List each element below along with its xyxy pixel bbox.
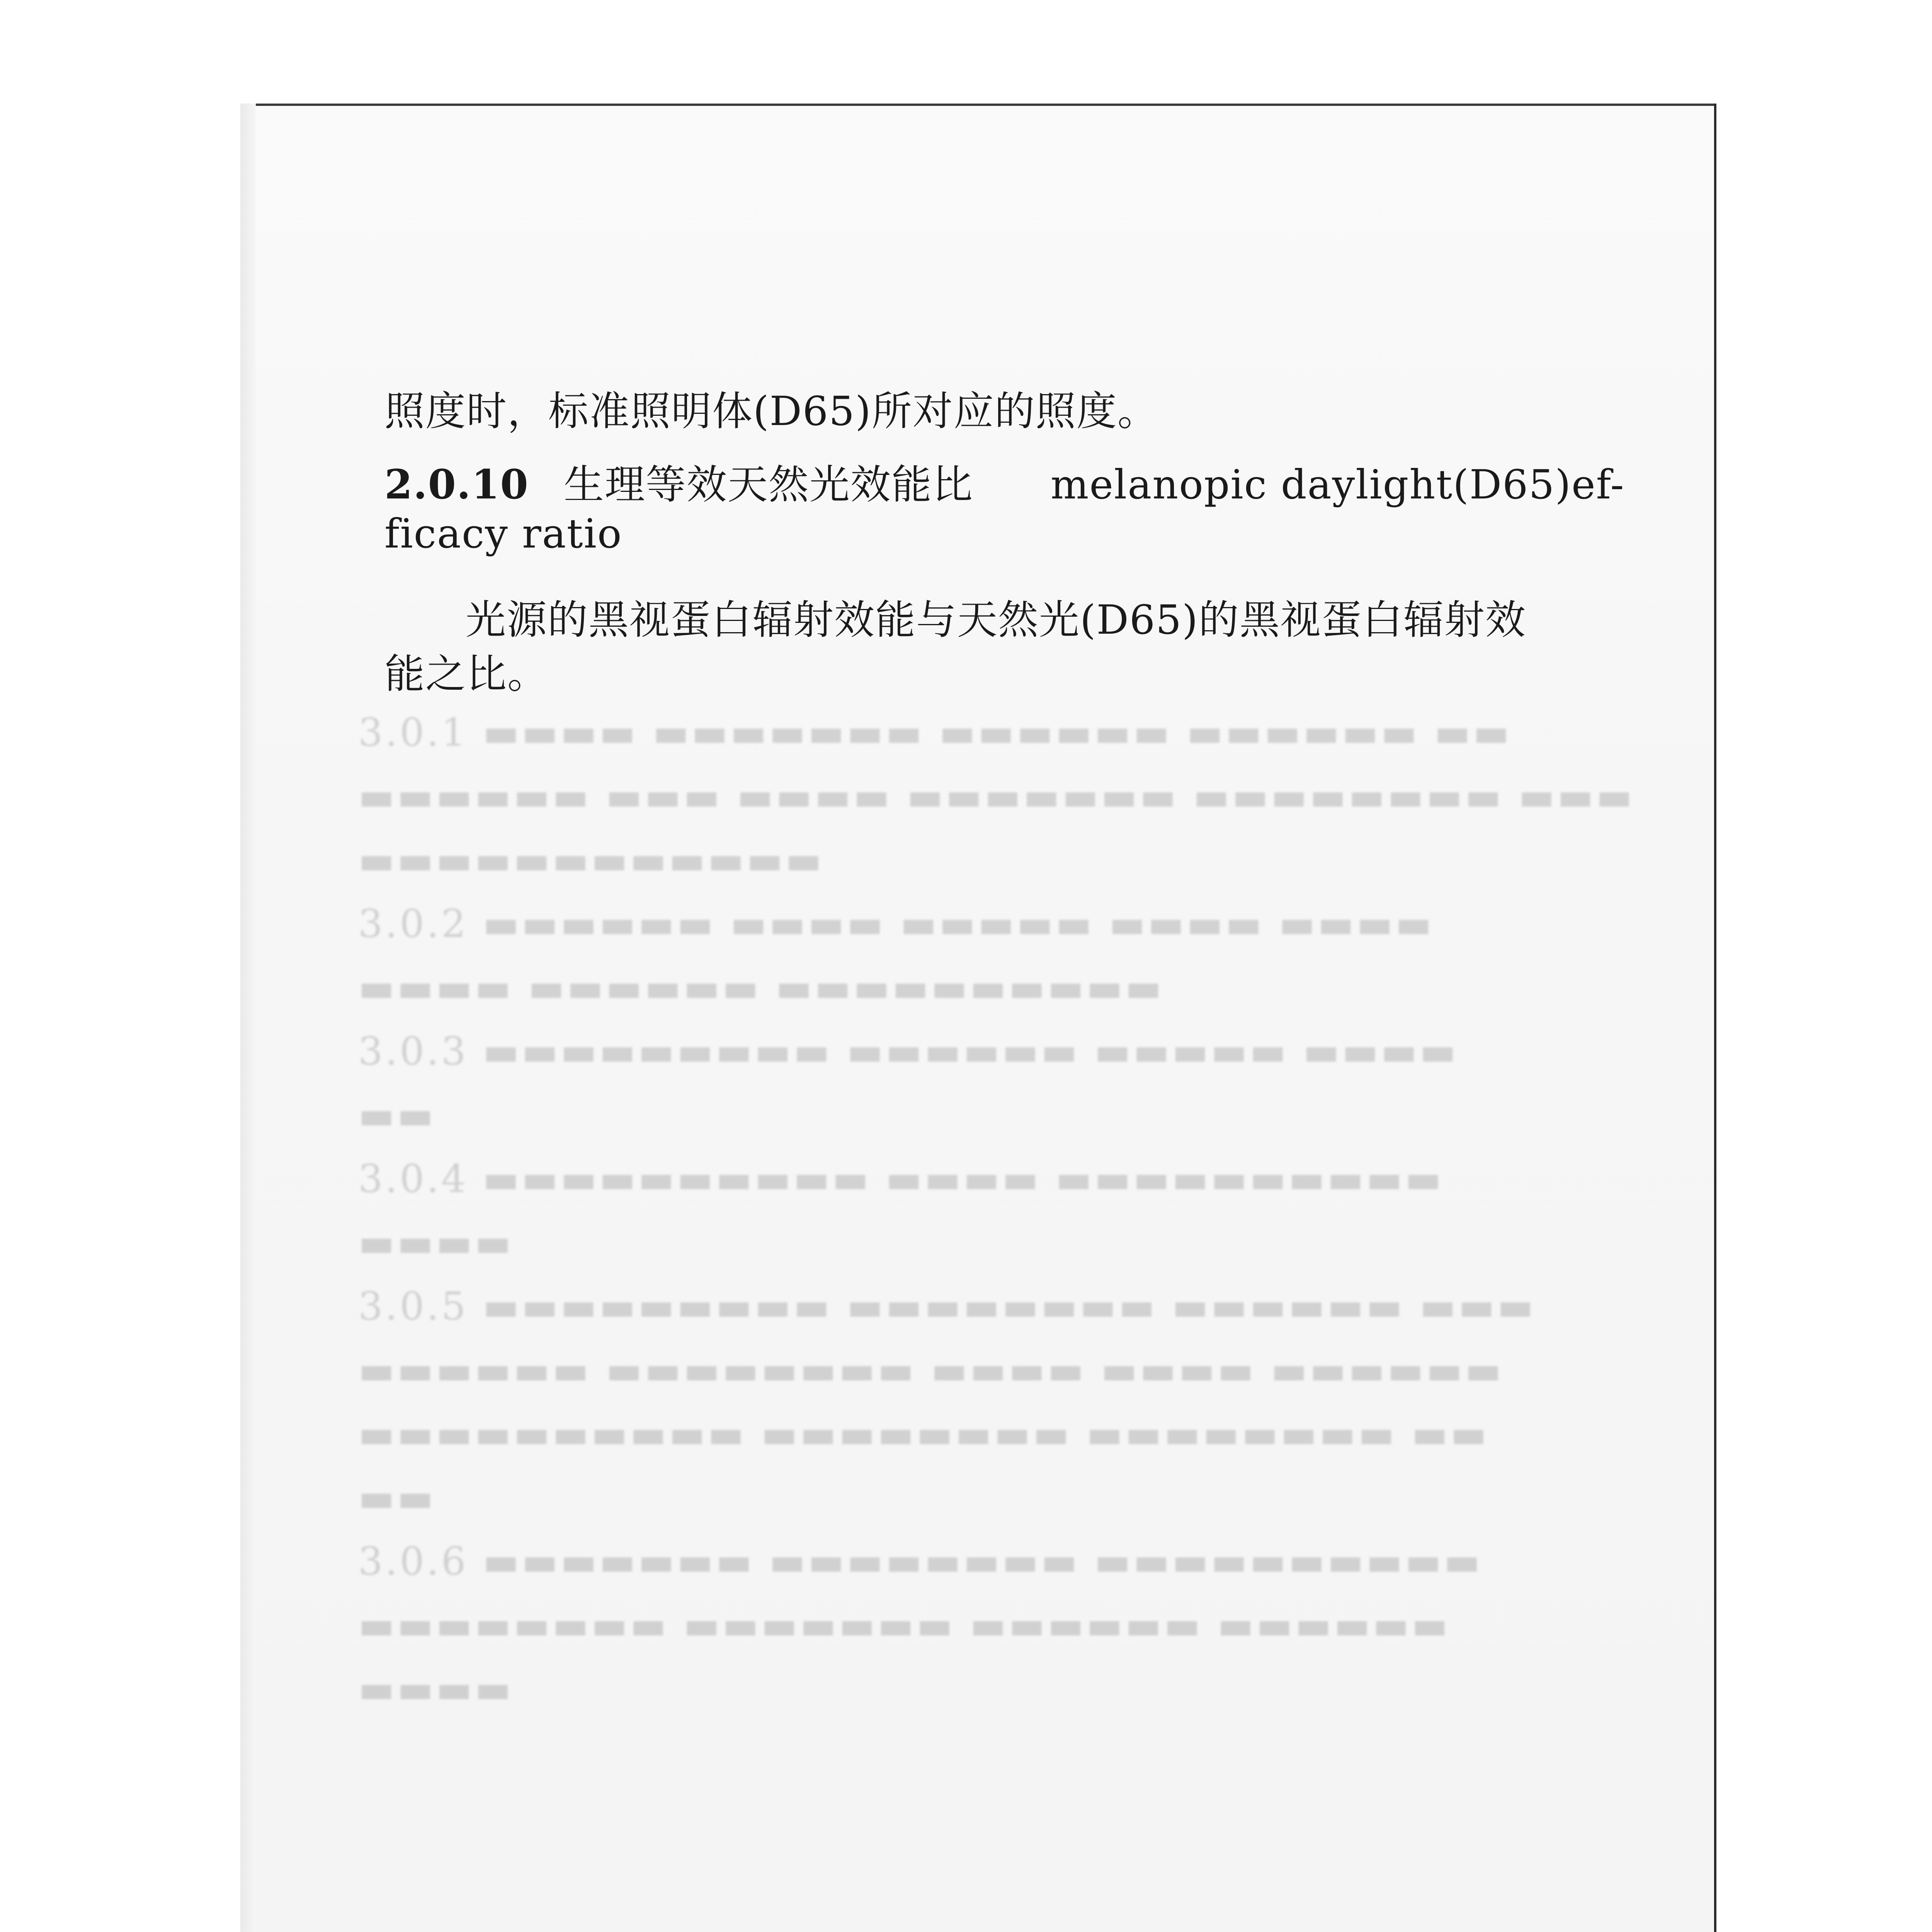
term-english-name-part2: ficacy ratio	[384, 510, 622, 557]
show-through-text: 3.0.1 ▬▬▬▬ ▬▬▬▬▬▬▬ ▬▬▬▬▬▬ ▬▬▬▬▬▬ ▬▬ ▬▬▬▬▬▬ ▬▬▬ ▬▬▬▬ ▬▬▬▬▬▬▬ ▬▬▬▬▬▬▬▬ ▬▬▬ ▬▬▬▬▬▬▬▬▬▬▬▬ 3.0.2 ▬▬▬▬▬▬ ▬▬▬▬ ▬▬▬▬▬ ▬▬▬▬ ▬▬▬▬ ▬▬▬▬ ▬▬▬▬▬▬ ▬▬▬▬▬▬▬▬▬▬ 3.0.3 ▬▬▬▬▬▬▬▬▬ ▬▬▬▬▬▬ ▬▬▬▬▬ ▬▬▬▬ ▬▬ 3.0.4 ▬▬▬▬▬▬▬▬▬▬ ▬▬▬▬ ▬▬▬▬▬▬▬▬▬▬ ▬▬▬▬ 3.0.5 ▬▬▬▬▬▬▬▬▬ ▬▬▬▬▬▬▬▬ ▬▬▬▬▬▬ ▬▬▬ ▬▬▬▬▬▬ ▬▬▬▬▬▬▬▬ ▬▬▬▬ ▬▬▬▬ ▬▬▬▬▬▬ ▬▬▬▬▬▬▬▬▬▬ ▬▬▬▬▬▬▬▬ ▬▬▬▬▬▬▬▬ ▬▬ ▬▬ 3.0.6 ▬▬▬▬▬▬▬ ▬▬▬▬▬▬▬▬ ▬▬▬▬▬▬▬▬▬▬ ▬▬▬▬▬▬▬▬ ▬▬▬▬▬▬▬ ▬▬▬▬▬▬ ▬▬▬▬▬▬ ▬▬▬▬	[358, 710, 1635, 1711]
term-chinese-name: 生理等效天然光效能比	[563, 461, 973, 508]
text-line-illuminance-continuation: 照度时，标准照明体(D65)所对应的照度。	[384, 388, 1158, 435]
document-page	[240, 104, 1716, 1932]
definition-line-2: 能之比。	[384, 650, 549, 697]
definition-line-1: 光源的黑视蛋白辐射效能与天然光(D65)的黑视蛋白辐射效	[466, 596, 1526, 643]
term-heading-2-0-10	[384, 452, 1625, 510]
section-number: 2.0.10	[384, 461, 529, 508]
term-english-name-part1: melanopic daylight(D65)ef-	[1050, 461, 1625, 508]
page-fold-shadow	[240, 104, 256, 1932]
